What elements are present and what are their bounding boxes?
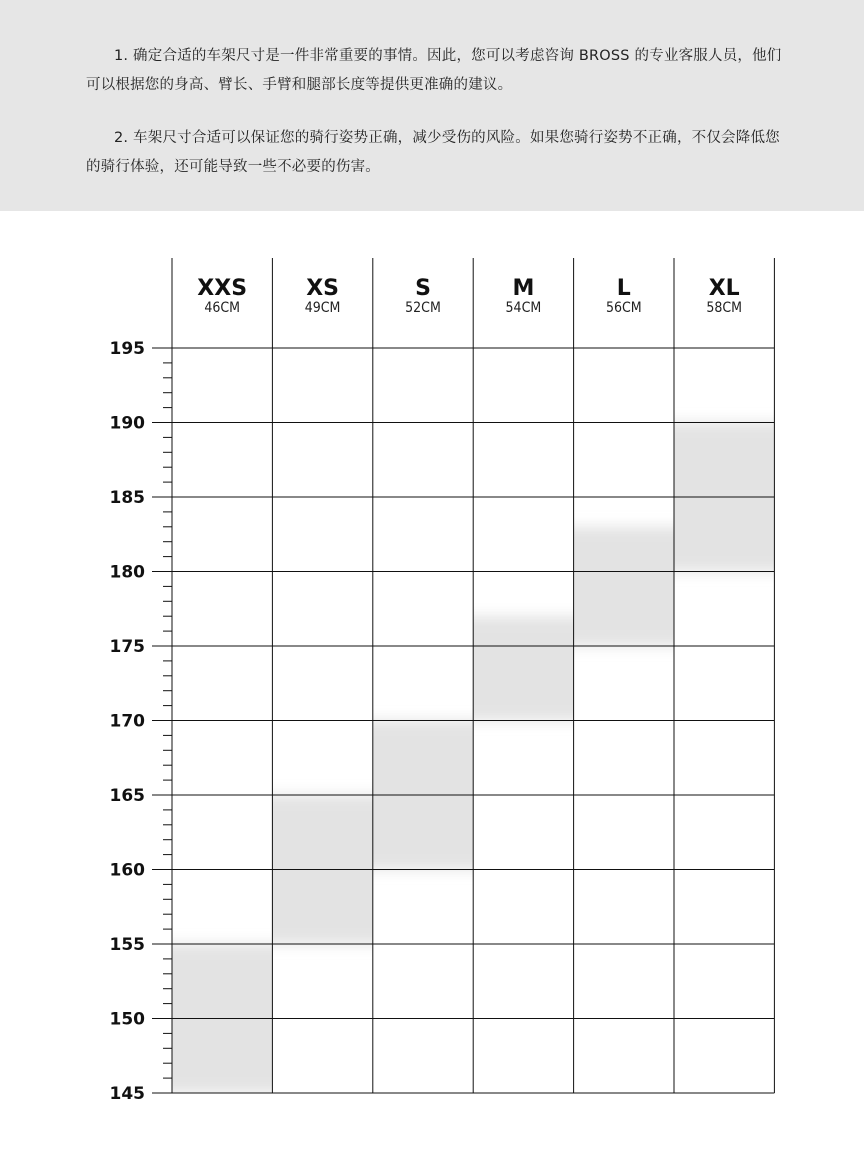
range-bar-m [473, 616, 573, 720]
y-tick-label-165: 165 [109, 786, 145, 806]
y-tick-label-180: 180 [109, 562, 145, 583]
y-tick-label-195: 195 [109, 339, 145, 359]
frame-size-label-s: 52CM [405, 300, 441, 316]
note-paragraph-2: 2. 车架尺寸合适可以保证您的骑行姿势正确，减少受伤的风险。如果您骑行姿势不正确，不仅会降低您的骑行体验，还可能导致一些不必要的伤害。 [86, 130, 780, 175]
frame-size-label-m: 54CM [505, 300, 542, 316]
size-chart [0, 211, 864, 1151]
frame-size-label-l: 56CM [605, 300, 642, 316]
y-tick-label-145: 145 [109, 1084, 145, 1104]
y-tick-label-160: 160 [109, 860, 145, 881]
y-tick-label-175: 175 [109, 637, 145, 657]
y-tick-label-155: 155 [109, 935, 145, 955]
range-bar-l [574, 527, 674, 646]
frame-size-label-xxs: 46CM [204, 300, 241, 316]
frame-size-label-xl: 58CM [706, 300, 743, 316]
size-label-m: M [512, 276, 535, 301]
y-tick-label-170: 170 [109, 711, 145, 732]
size-label-xxs: XXS [197, 276, 248, 301]
note-paragraph-1: 1. 确定合适的车架尺寸是一件非常重要的事情。因此，您可以考虑咨询 BROSS 的专业客服人员，他们可以根据您的身高、臂长、手臂和腿部长度等提供更准确的建议。 [86, 48, 782, 93]
size-label-l: L [616, 276, 631, 301]
frame-size-label-xs: 49CM [304, 300, 341, 316]
size-label-s: S [415, 276, 431, 301]
y-tick-label-185: 185 [109, 488, 145, 508]
y-tick-label-150: 150 [109, 1009, 145, 1030]
notes-panel [0, 0, 864, 211]
size-label-xs: XS [306, 276, 340, 301]
y-tick-label-190: 190 [109, 413, 145, 434]
size-label-xl: XL [708, 276, 740, 301]
